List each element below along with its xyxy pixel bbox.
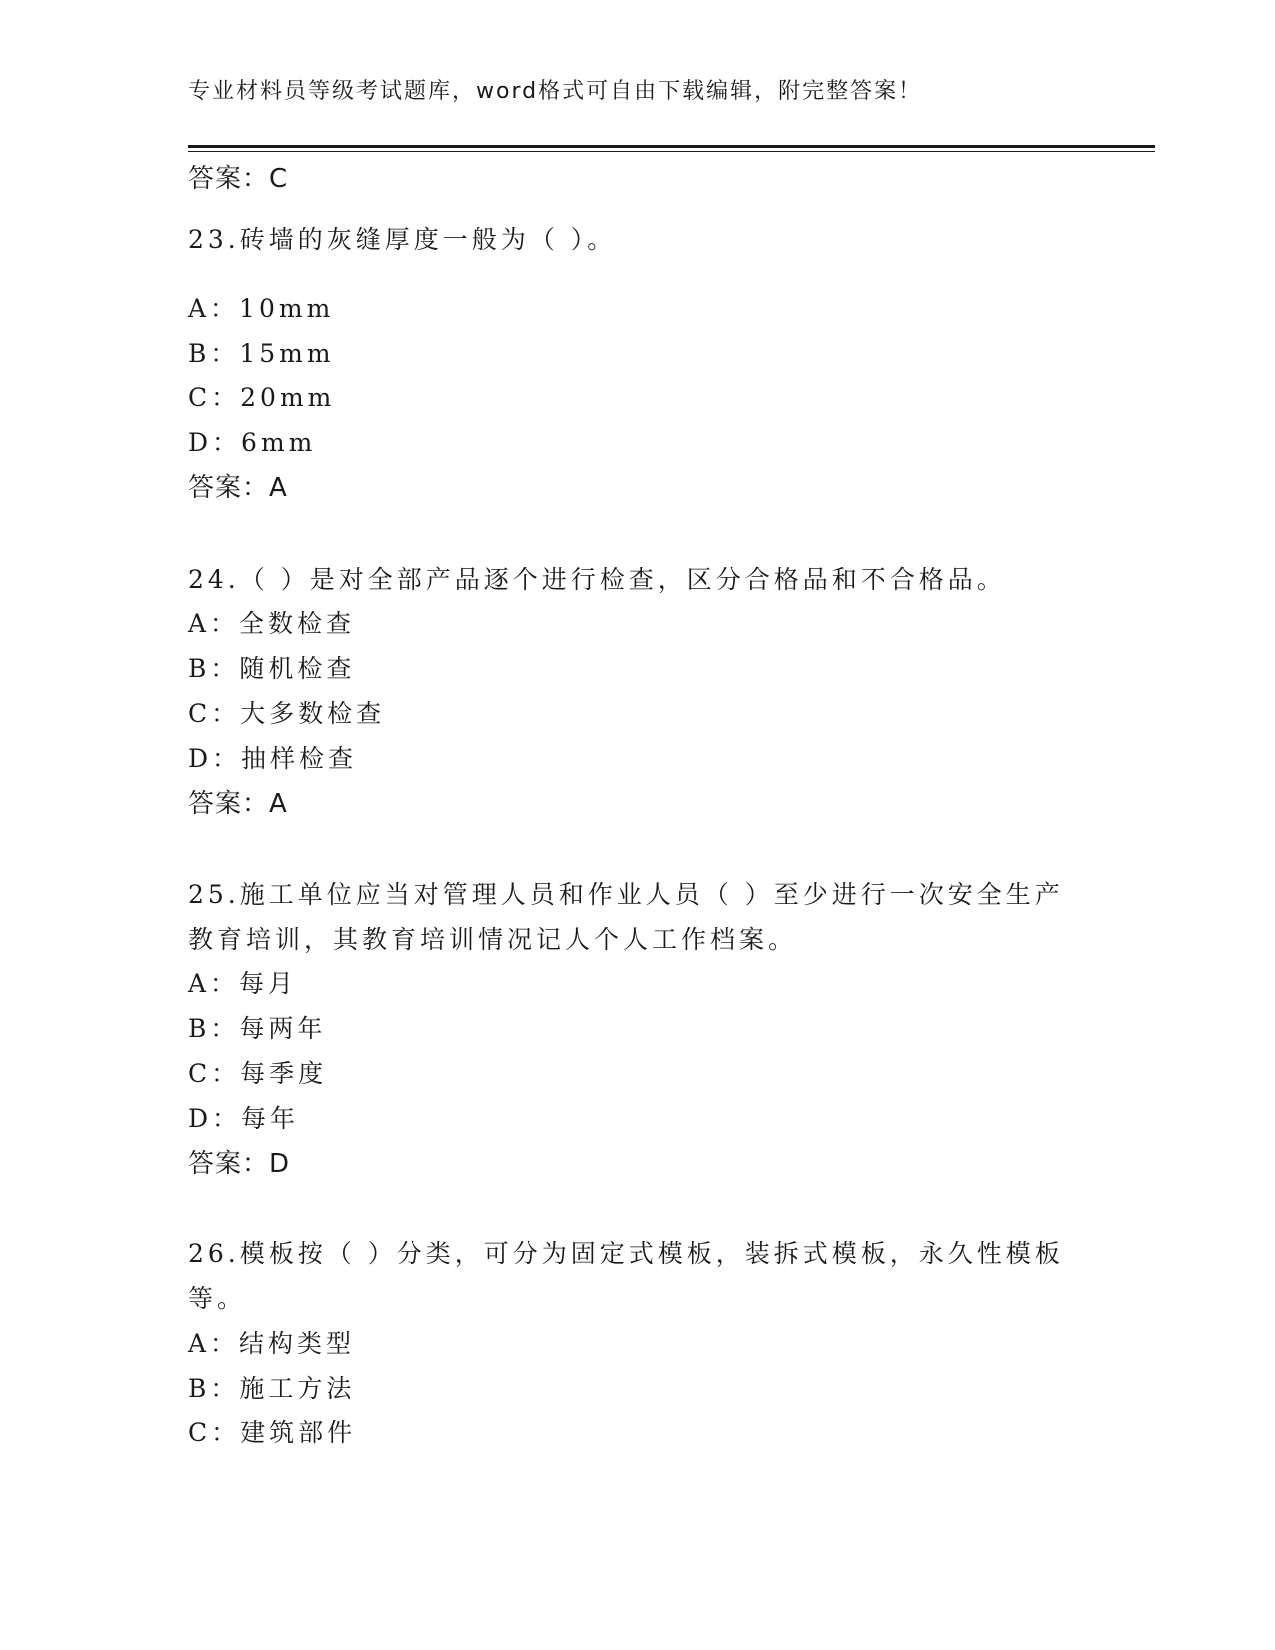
question-26-option-b: B：施工方法	[188, 1374, 356, 1403]
question-26-stem-line-1: 26.模板按（ ）分类，可分为固定式模板，装拆式模板，永久性模板	[188, 1239, 1064, 1268]
question-25-option-d: D：每年	[188, 1104, 300, 1133]
question-23-option-b: B：15mm	[188, 339, 335, 368]
question-26-option-a: A：结构类型	[188, 1329, 356, 1358]
header-rule-thick	[188, 145, 1155, 148]
question-26-stem-line-2: 等。	[188, 1284, 247, 1313]
page-header: 专业材料员等级考试题库，word格式可自由下载编辑，附完整答案！	[188, 79, 923, 104]
question-25-answer: 答案：D	[188, 1149, 291, 1179]
question-23-answer: 答案：A	[188, 473, 288, 503]
question-24-answer: 答案：A	[188, 789, 288, 819]
question-23-option-c: C：20mm	[188, 383, 336, 412]
question-24-option-d: D：抽样检查	[188, 744, 358, 773]
previous-answer: 答案：C	[188, 164, 289, 194]
question-25-stem-line-2: 教育培训，其教育培训情况记人个人工作档案。	[188, 925, 798, 954]
question-25-stem-line-1: 25.施工单位应当对管理人员和作业人员（ ）至少进行一次安全生产	[188, 880, 1064, 909]
question-26-option-c: C：建筑部件	[188, 1418, 357, 1447]
question-23-stem: 23.砖墙的灰缝厚度一般为（ ）。	[188, 225, 617, 254]
question-23-option-d: D：6mm	[188, 428, 317, 457]
question-25-option-c: C：每季度	[188, 1059, 328, 1088]
question-25-option-a: A：每月	[188, 969, 298, 998]
question-25-option-b: B：每两年	[188, 1014, 327, 1043]
question-24-option-a: A：全数检查	[188, 609, 356, 638]
question-24-option-b: B：随机检查	[188, 654, 356, 683]
header-rule-thin	[188, 151, 1155, 152]
question-24-stem: 24.（ ）是对全部产品逐个进行检查，区分合格品和不合格品。	[188, 565, 1006, 594]
question-23-option-a: A：10mm	[188, 294, 335, 323]
question-24-option-c: C：大多数检查	[188, 699, 386, 728]
